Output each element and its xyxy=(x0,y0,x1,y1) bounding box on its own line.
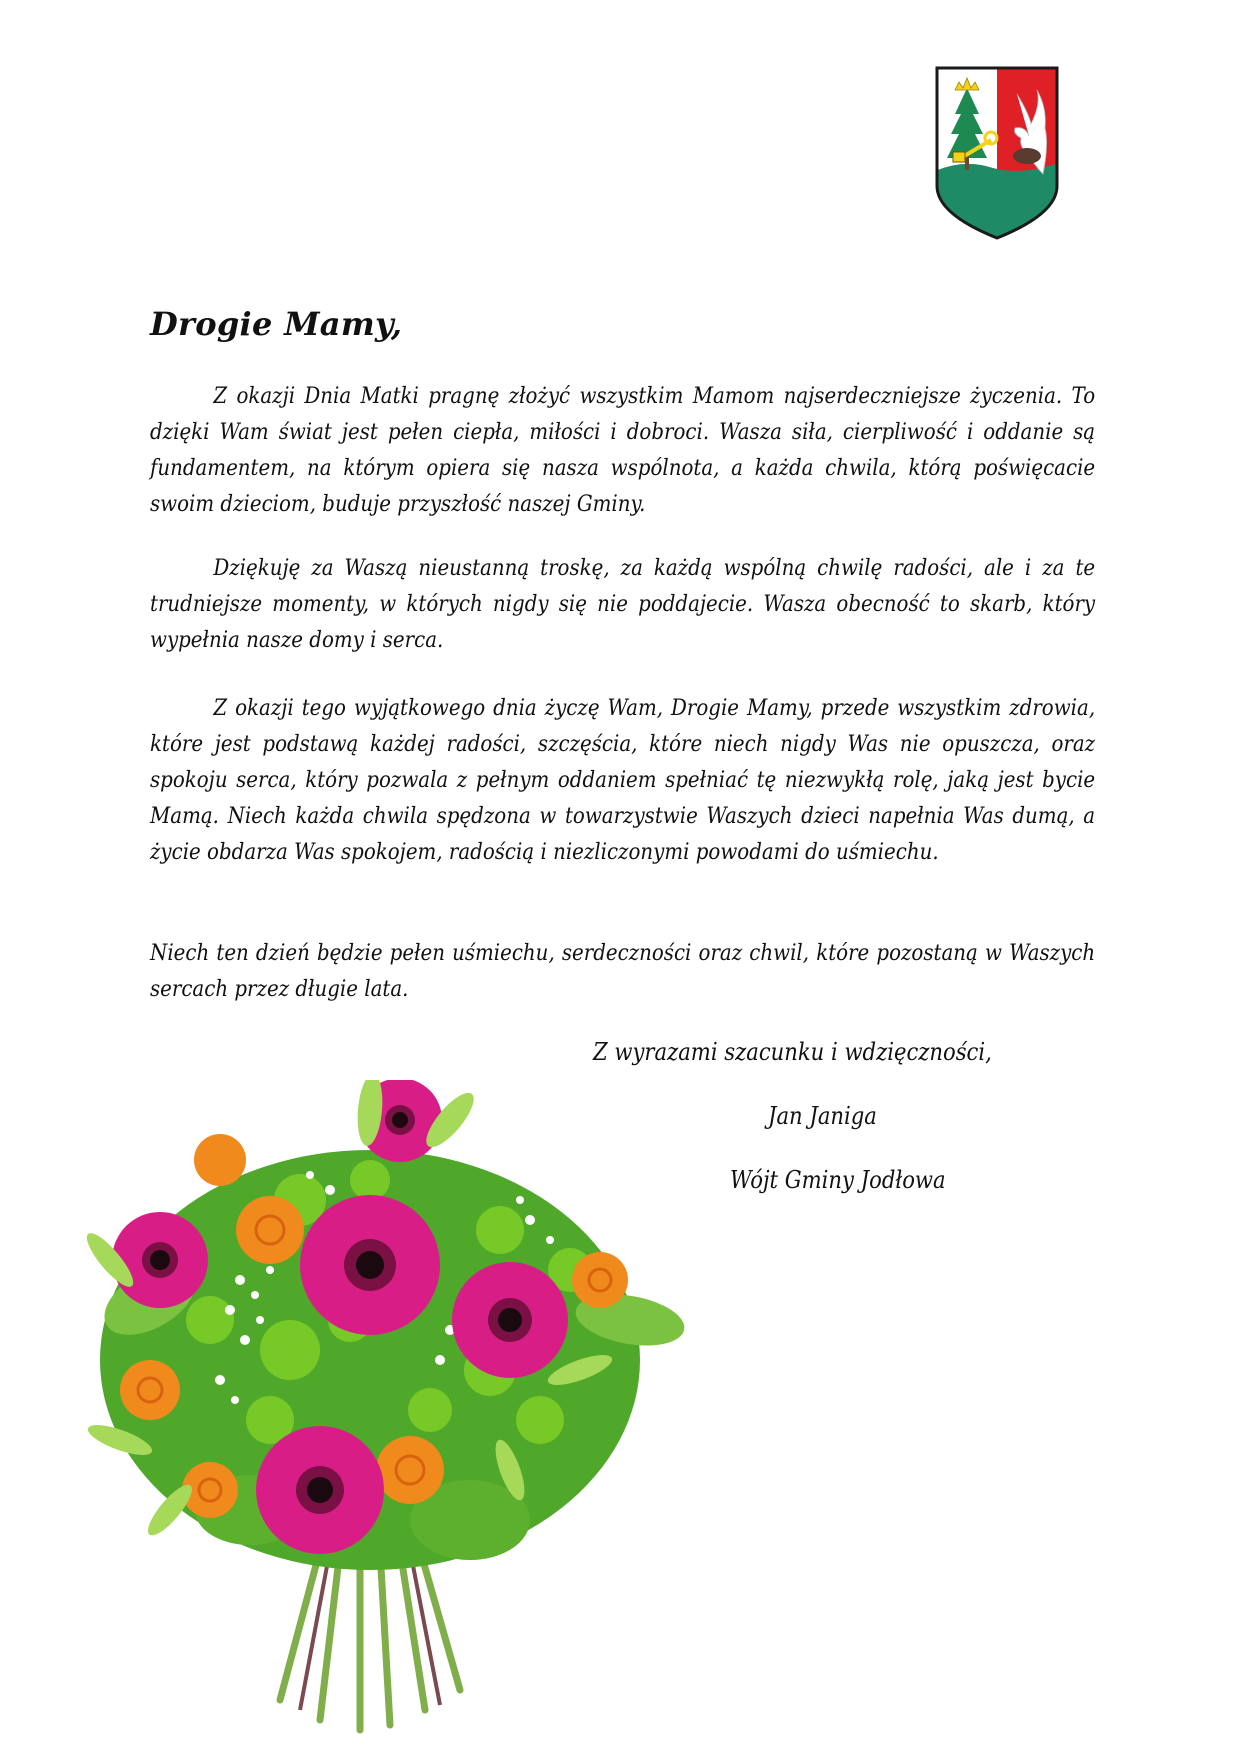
signature-name: Jan Janiga xyxy=(768,1102,877,1130)
letter-greeting: Drogie Mamy, xyxy=(150,305,403,343)
letter-paragraph-4: Niech ten dzień będzie pełen uśmiechu, serdeczności oraz chwil, które pozostaną w Waszych sercach przez długie lata. xyxy=(150,940,1096,1002)
signature-title: Wójt Gminy Jodłowa xyxy=(730,1166,946,1194)
coat-of-arms-icon xyxy=(933,64,1061,242)
letter-paragraph-3: Z okazji tego wyjątkowego dnia życzę Wam, Drogie Mamy, przede wszystkim zdrowia, które jest podstawą każdej radości, szczęścia, które niech nigdy Was nie opuszcza, oraz spokoju serca, który pozwala z pełnym oddaniem spełniać tę niezwykłą rolę, jaką jest bycie Mamą. Niech każda chwila spędzona w towarzystwie Waszych dzieci napełnia Was dumą, a życie obdarza Was spokojem, radością i niezliczonymi powodami do uśmiechu. xyxy=(150,695,1096,865)
letter-paragraph-1: Z okazji Dnia Matki pragnę złożyć wszystkim Mamom najserdeczniejsze życzenia. To dzięki Wam świat jest pełen ciepła, miłości i dobroci. Wasza siła, cierpliwość i oddanie są fundamentem, na którym opiera się nasza wspólnota, a każda chwila, którą poświęcacie swoim dzieciom, buduje przyszłość naszej Gminy. xyxy=(150,383,1096,517)
letter-closing: Z wyrazami szacunku i wdzięczności, xyxy=(593,1038,992,1066)
letter-paragraph-2: Dziękuję za Waszą nieustanną troskę, za każdą wspólną chwilę radości, ale i za te trudniejsze momenty, w których nigdy się nie poddajecie. Wasza obecność to skarb, który wypełnia nasze domy i serca. xyxy=(150,555,1096,653)
flower-bouquet-icon xyxy=(70,1080,710,1750)
